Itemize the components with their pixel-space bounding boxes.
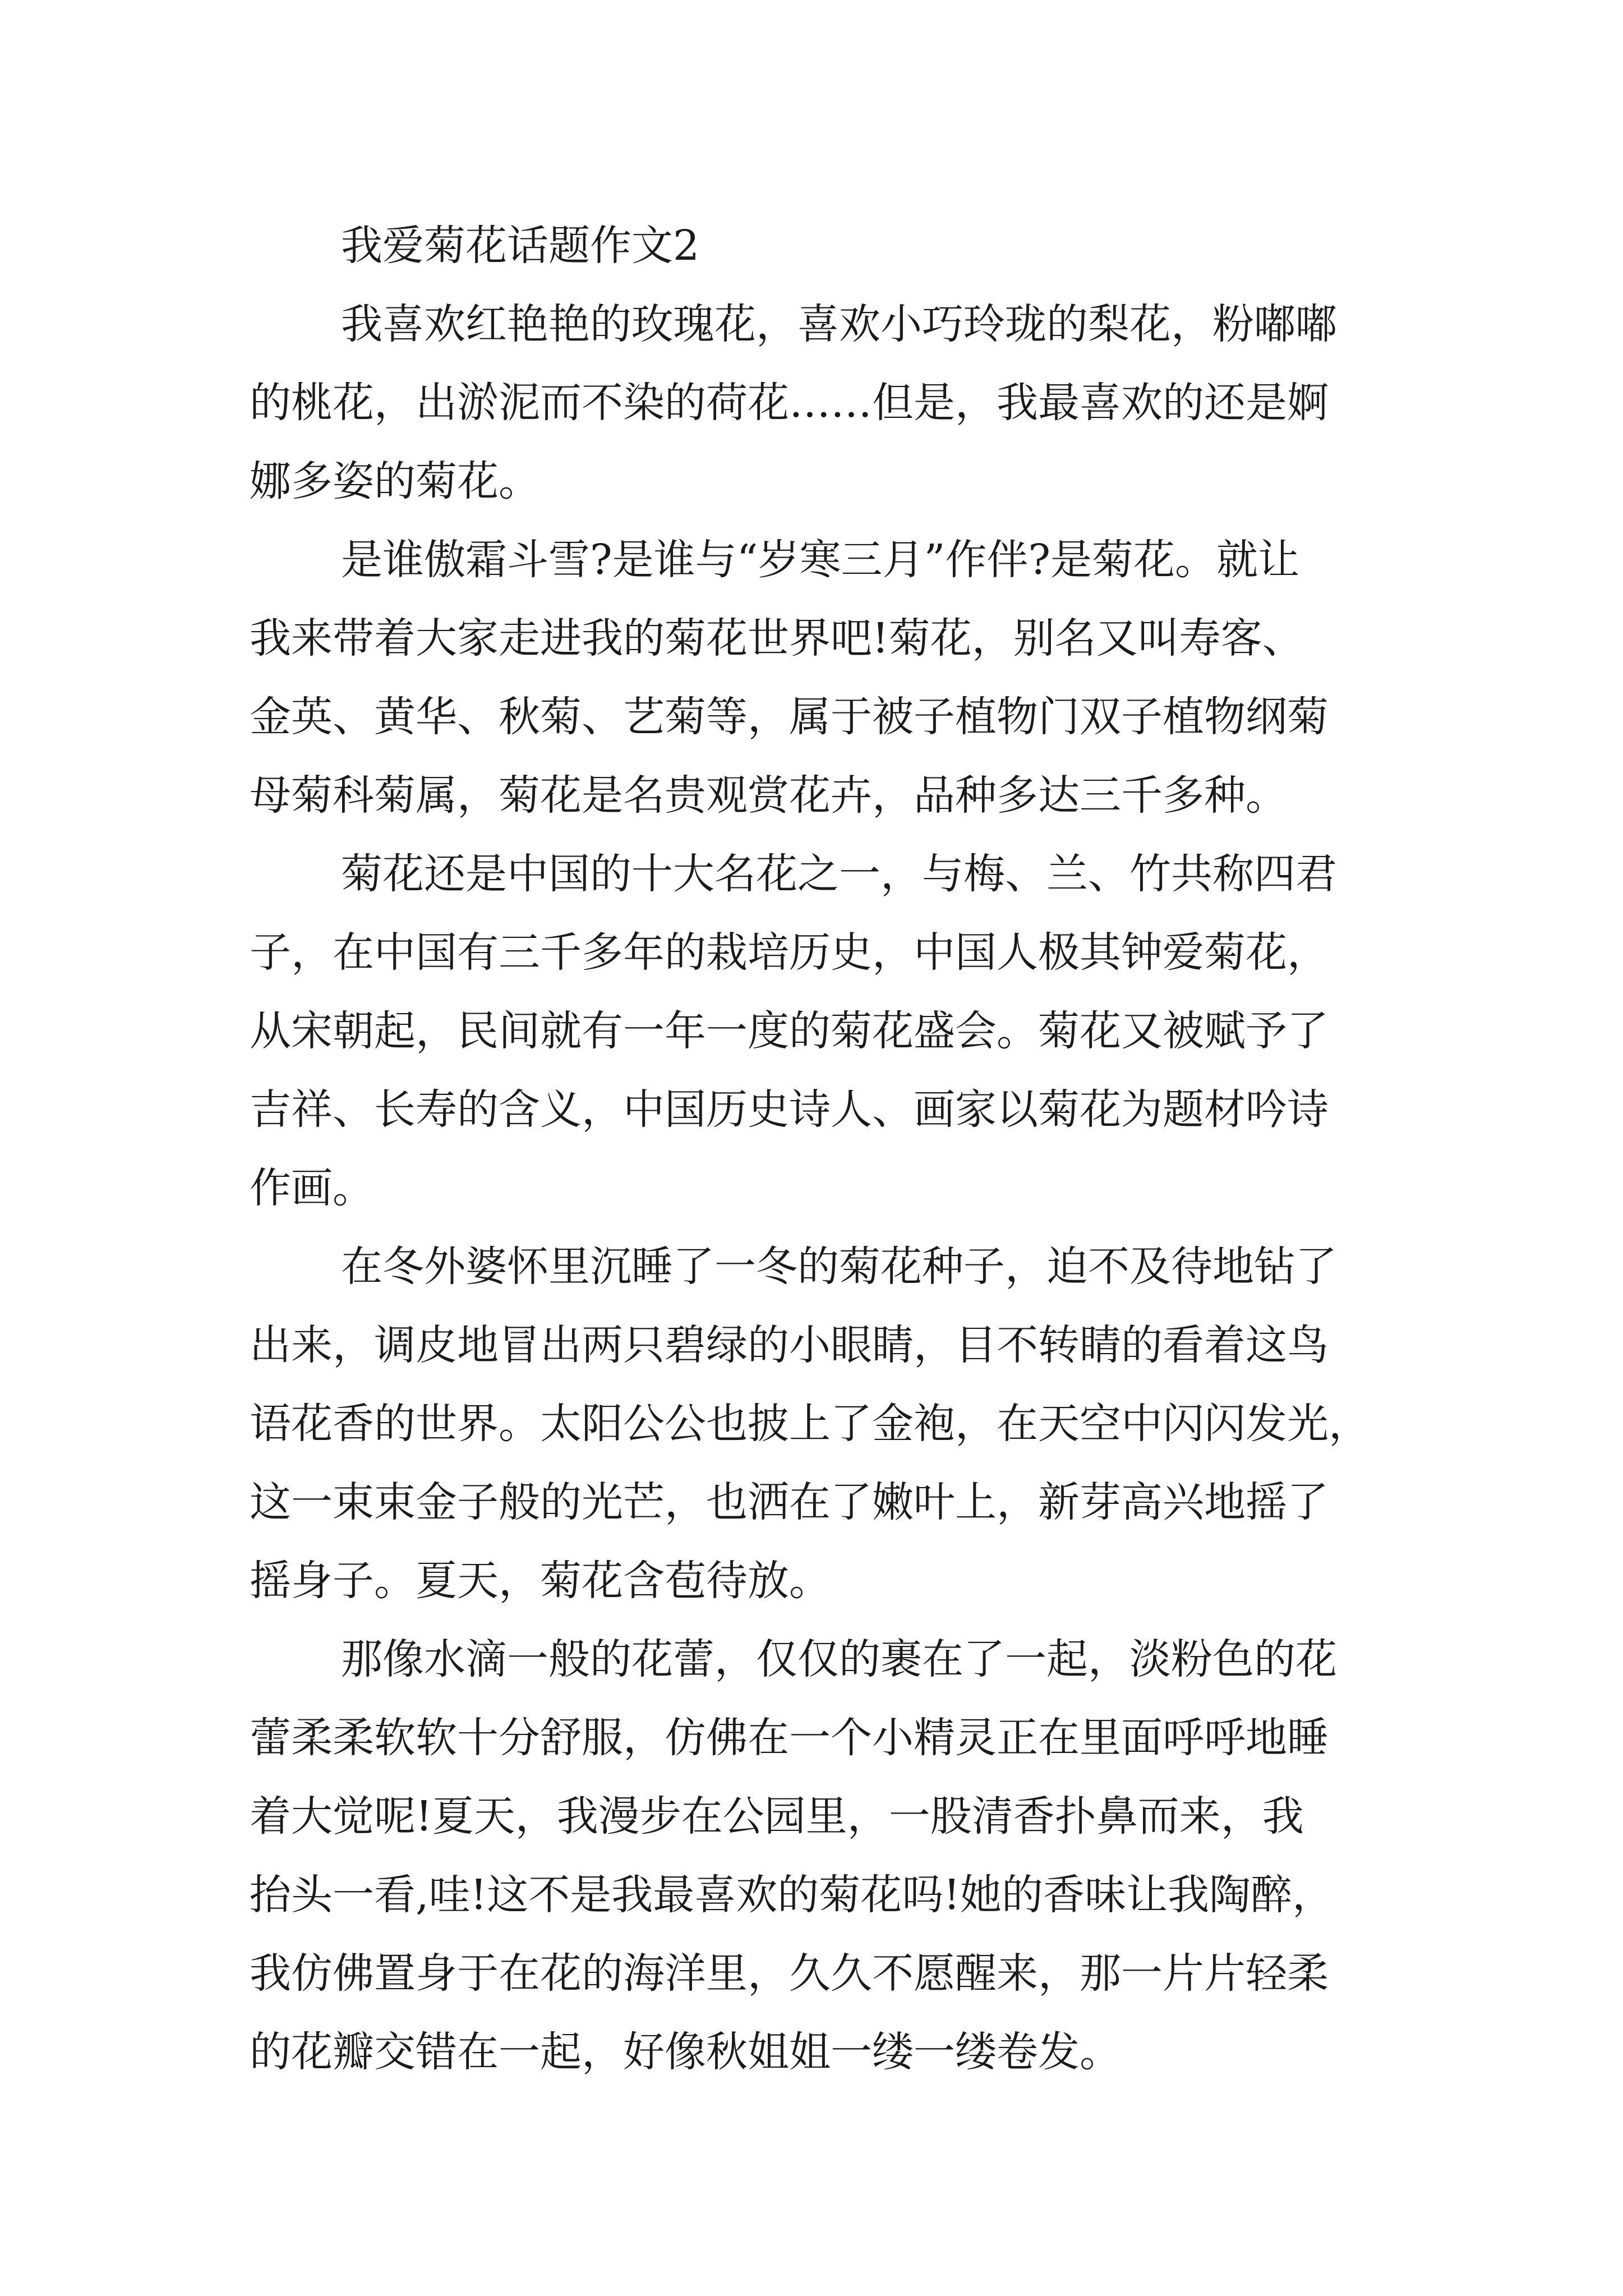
text-line: 这一束束金子般的光芒，也洒在了嫩叶上，新芽高兴地摇了: [250, 1478, 1329, 1526]
text-line: 菊花还是中国的十大名花之一，与梅、兰、竹共称四君: [341, 850, 1337, 898]
document-title: 我爱菊花话题作文2: [341, 222, 700, 270]
text-line: 出来，调皮地冒出两只碧绿的小眼睛，目不转睛的看着这鸟: [250, 1321, 1329, 1369]
text-line: 作画。: [250, 1164, 374, 1212]
text-line: 语花香的世界。太阳公公也披上了金袍，在天空中闪闪发光，: [250, 1400, 1370, 1448]
text-line: 摇身子。夏天，菊花含苞待放。: [250, 1557, 831, 1605]
text-line: 那像水滴一般的花蕾，仅仅的裹在了一起，淡粉色的花: [341, 1635, 1337, 1683]
text-line: 是谁傲霜斗雪?是谁与“岁寒三月”作伴?是菊花。就让: [341, 536, 1300, 584]
text-line: 的花瓣交错在一起，好像秋姐姐一缕一缕卷发。: [250, 2028, 1121, 2076]
text-line: 娜多姿的菊花。: [250, 457, 540, 505]
text-line: 子，在中国有三千多年的栽培历史，中国人极其钟爱菊花，: [250, 928, 1329, 977]
text-line: 金英、黄华、秋菊、艺菊等，属于被子植物门双子植物纲菊: [250, 693, 1329, 741]
text-line: 吉祥、长寿的含义，中国历史诗人、画家以菊花为题材吟诗: [250, 1085, 1329, 1134]
text-line: 在冬外婆怀里沉睡了一冬的菊花种子，迫不及待地钻了: [341, 1243, 1337, 1291]
text-line: 抬头一看,哇!这不是我最喜欢的菊花吗!她的香味让我陶醉，: [250, 1871, 1334, 1919]
text-line: 我喜欢红艳艳的玫瑰花，喜欢小巧玲珑的梨花，粉嘟嘟: [341, 300, 1337, 348]
text-line: 从宋朝起，民间就有一年一度的菊花盛会。菊花又被赋予了: [250, 1007, 1329, 1055]
text-line: 母菊科菊属，菊花是名贵观赏花卉，品种多达三千多种。: [250, 771, 1287, 820]
text-line: 我仿佛置身于在花的海洋里，久久不愿醒来，那一片片轻柔: [250, 1949, 1329, 1998]
text-line: 着大觉呢!夏天，我漫步在公园里，一股清香扑鼻而来，我: [250, 1792, 1304, 1841]
text-line: 我来带着大家走进我的菊花世界吧!菊花，别名又叫寿客、: [250, 614, 1304, 662]
text-line: 的桃花，出淤泥而不染的荷花……但是，我最喜欢的还是婀: [250, 379, 1329, 427]
text-line: 蕾柔柔软软十分舒服，仿佛在一个小精灵正在里面呼呼地睡: [250, 1714, 1329, 1762]
